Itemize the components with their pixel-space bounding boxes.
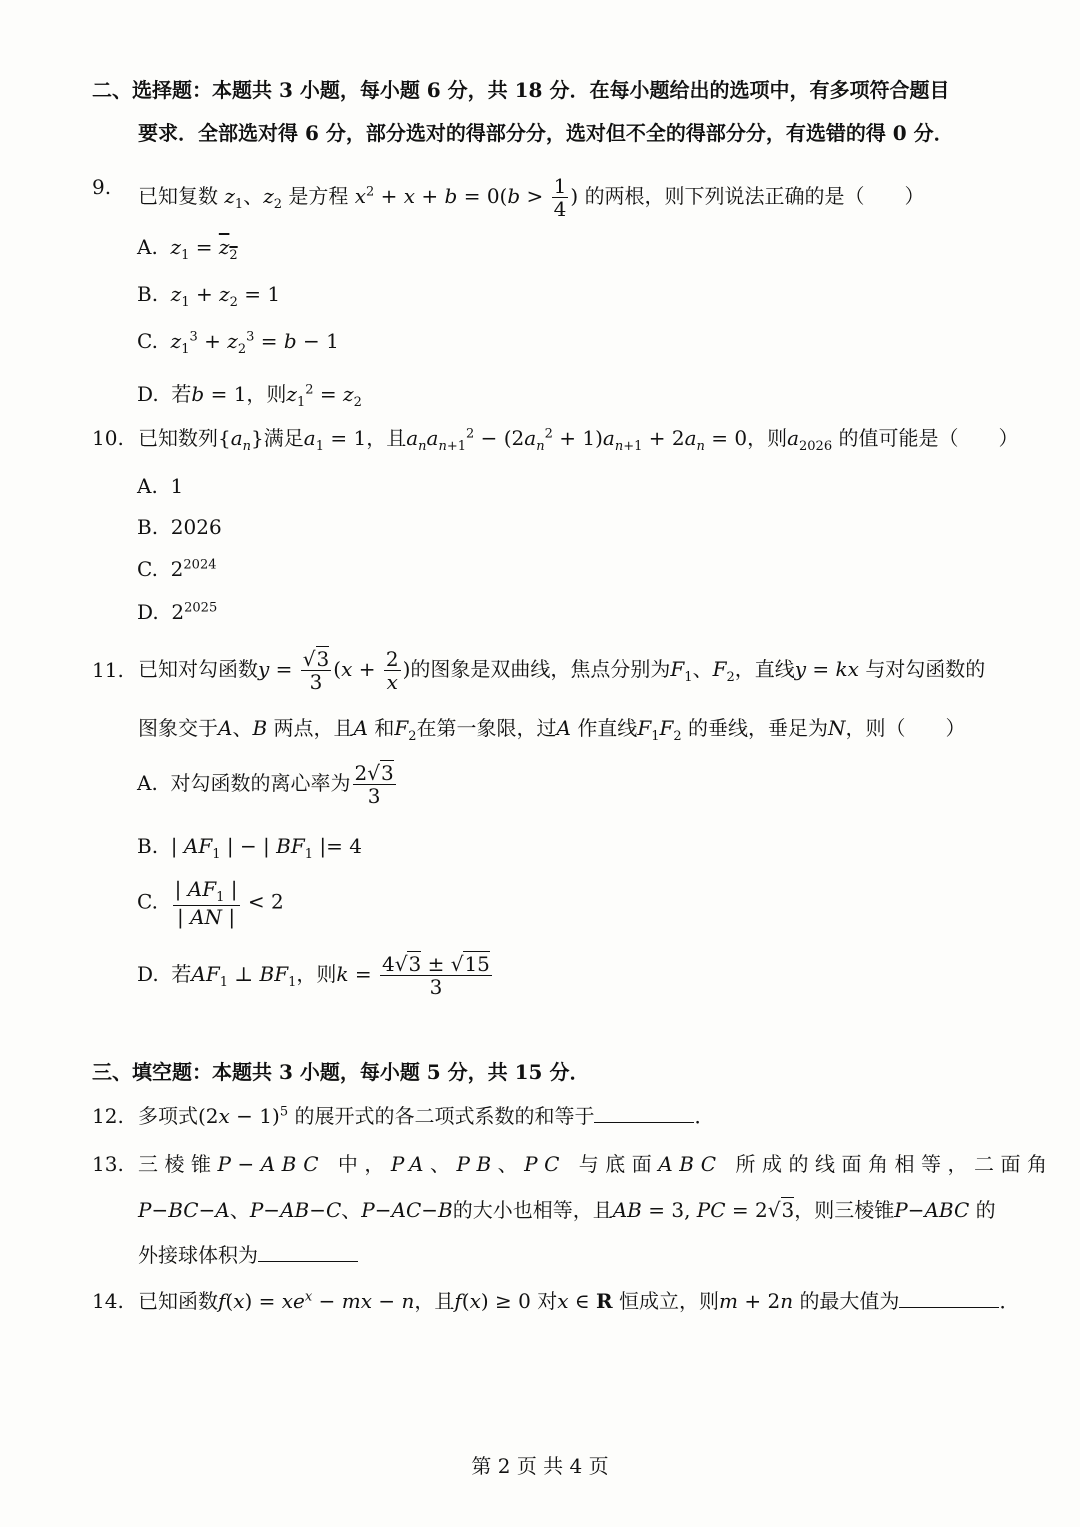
q10-number: 10. — [92, 426, 124, 450]
q10-option-d: D. $2^{2025}$ — [137, 600, 218, 624]
q12-number: 12. — [92, 1104, 124, 1128]
page-footer: 第 2 页 共 4 页 — [471, 1454, 609, 1478]
q11-number: 11. — [92, 658, 124, 682]
q10-option-b: B. 2026 — [137, 515, 222, 539]
q13-number: 13. — [92, 1152, 124, 1176]
q11-option-a: A. 对勾函数的离心率为 $\frac{2√3}{3}$ — [137, 761, 394, 808]
q13-stem-line3: 外接球体积为 — [138, 1243, 358, 1267]
q11-stem-line2: 图象交于A、B 两点，且A 和$F_2$在第一象限，过A 作直线$F_1F_2$ 的垂线，垂足为N，则（ ） — [138, 716, 966, 744]
q9-option-a: A. $z_1 = z_2$ — [137, 235, 238, 263]
q13-stem-line2: P−BC−A、P−AB−C、P−AC−B的大小也相等，且AB = 3, PC = 2√3，则三棱锥P−ABC 的 — [138, 1198, 996, 1222]
q9-option-d: D. 若b = 1，则$z_1^2 = z_2$ — [137, 382, 362, 410]
q11-option-d: D. 若$AF_1$ ⊥ $BF_1$，则k = $\frac{4√3 \pm √15}{3}$ — [137, 952, 490, 999]
q13-answer-blank[interactable] — [258, 1243, 358, 1262]
exam-page: 二、选择题：本题共 3 小题，每小题 6 分，共 18 分．在每小题给出的选项中，有多项符合题目 要求．全部选对得 6 分，部分选对的得部分分，选对但不全的得部分分，有选错的得 0 分． 9. 已知复数 $z_1$、$z_2$ 是方程 $x^2 + x + b = 0(b$ > $\frac{1}{4}$ ) 的两根，则下列说法正确的是（ ） A. $z_1 = z_2$ B. $z_1 + z_2 = 1$ C. $z_1^3 + z_2^3 = b - 1$ D. 若b = 1，则$z_1^2 = z_2$ 10. 已知数列$\{a_n\}$满足$a_1 = 1$，且$a_na_{n+1}^2 - (2a_n^2 + 1)a_{n+1} + 2a_n = 0$，则$a_{2026}$ 的值可能是（ ） A. 1 B. 2026 C. $2^{2024}$ D. $2^{2025}$ 11. 已知对勾函数y = $\frac{√3}{3}$ (x + $\frac{2}{x}$ )的图象是双曲线，焦点分别为$F_1$、$F_2$，直线y = kx 与对勾函数的 图象交于A、B 两点，且A 和$F_2$在第一象限，过A 作直线$F_1F_2$ 的垂线，垂足为N，则（ ） A. 对勾函数的离心率为 $\frac{2√3}{3}$ B. | $AF_1$ | − | $BF_1$ |= 4 C. $\frac{| AF_1 |}{| AN |}$ < 2 D. 若$AF_1$ ⊥ $BF_1$，则k = $\frac{4√3 \pm √15}{3}$ 三、填空题：本题共 3 小题，每小题 5 分，共 15 分． 12. 多项式$(2x - 1)^5$ 的展开式的各二项式系数的和等于 ． 13. 三棱锥P−ABC 中，PA、PB、PC 与底面ABC 所成的线面角相等，二面角 P−BC−A、P−AB−C、P−AC−B的大小也相等，且AB = 3, PC = 2√3，则三棱锥P−ABC 的 外接球体积为 14. 已知函数$f(x) = xe^x$ − mx − n，且f(x) ≥ 0 对x ∈ R 恒成立，则m + 2n 的最大值为 ． 第 2 页 共 4 页 — [0, 0, 1080, 1527]
q12-answer-blank[interactable] — [594, 1104, 694, 1123]
q11-option-c: C. $\frac{| AF_1 |}{| AN |}$ < 2 — [137, 877, 284, 930]
q9-option-c: C. $z_1^3 + z_2^3 = b - 1$ — [137, 329, 339, 357]
q10-option-c: C. $2^{2024}$ — [137, 557, 217, 581]
section3-title: 三、填空题：本题共 3 小题，每小题 5 分，共 15 分． — [92, 1060, 590, 1084]
q9-number: 9. — [92, 175, 112, 199]
q14-answer-blank[interactable] — [899, 1289, 999, 1308]
section2-title-line2: 要求．全部选对得 6 分，部分选对的得部分分，选对但不全的得部分分，有选错的得 0 分． — [138, 121, 954, 145]
q11-option-b: B. | $AF_1$ | − | $BF_1$ |= 4 — [137, 834, 362, 862]
q9-option-b: B. $z_1 + z_2 = 1$ — [137, 282, 281, 310]
q14-number: 14. — [92, 1289, 124, 1313]
q10-option-a: A. 1 — [137, 474, 184, 498]
section2-title-line1: 二、选择题：本题共 3 小题，每小题 6 分，共 18 分．在每小题给出的选项中，有多项符合题目 — [92, 78, 950, 102]
